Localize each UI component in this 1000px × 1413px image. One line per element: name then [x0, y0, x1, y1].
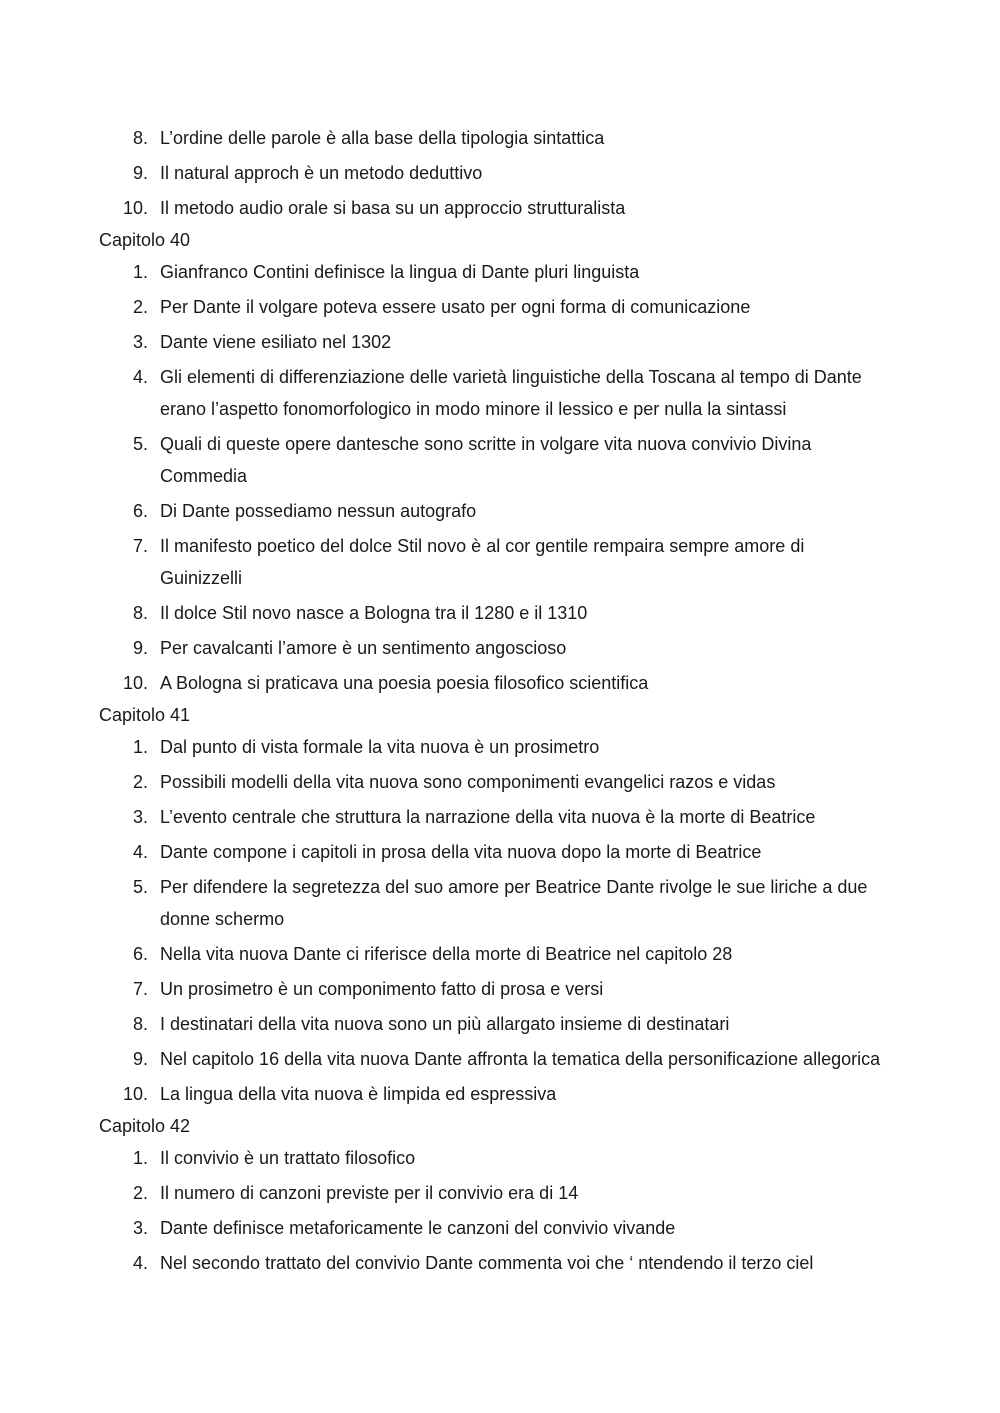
- list-item: [0, 1142, 1000, 1174]
- item-number: 6.: [132, 944, 148, 964]
- item-number: 2.: [132, 297, 148, 317]
- list-item: [0, 256, 1000, 288]
- document-body: [0, 122, 1000, 1279]
- item-text: Gli elementi di differenziazione delle varietà linguistiche della Toscana al tempo di Dante erano l’aspetto fonomorfologico in modo minore il lessico e per nulla la sintassi: [160, 367, 862, 419]
- list-item: [0, 938, 1000, 970]
- item-text: Un prosimetro è un componimento fatto di prosa e versi: [160, 979, 604, 999]
- item-text: Per cavalcanti l’amore è un sentimento angoscioso: [160, 638, 567, 658]
- item-text: Quali di queste opere dantesche sono scritte in volgare vita nuova convivio Divina Commedia: [160, 434, 812, 486]
- list-item: [0, 1212, 1000, 1244]
- list-item: [0, 871, 1000, 935]
- list-item: [0, 192, 1000, 224]
- list-item: [0, 326, 1000, 358]
- question-list: [0, 731, 1000, 1110]
- list-item: [0, 157, 1000, 189]
- item-text: L’evento centrale che struttura la narrazione della vita nuova è la morte di Beatrice: [160, 807, 816, 827]
- list-item: [0, 530, 1000, 594]
- item-number: 10.: [122, 1084, 148, 1104]
- item-text: Nella vita nuova Dante ci riferisce della morte di Beatrice nel capitolo 28: [160, 944, 733, 964]
- list-item: [0, 836, 1000, 868]
- item-number: 7.: [132, 536, 148, 556]
- list-item: [0, 495, 1000, 527]
- item-text: Per Dante il volgare poteva essere usato per ogni forma di comunicazione: [160, 297, 751, 317]
- item-text: Il metodo audio orale si basa su un approccio strutturalista: [160, 198, 626, 218]
- item-number: 5.: [132, 434, 148, 454]
- list-item: [0, 801, 1000, 833]
- list-item: [0, 361, 1000, 425]
- item-text: Gianfranco Contini definisce la lingua di Dante pluri linguista: [160, 262, 640, 282]
- list-item: [0, 973, 1000, 1005]
- item-text: Il convivio è un trattato filosofico: [160, 1148, 416, 1168]
- item-number: 8.: [132, 1014, 148, 1034]
- item-number: 3.: [132, 332, 148, 352]
- item-text: Dal punto di vista formale la vita nuova è un prosimetro: [160, 737, 600, 757]
- item-text: L’ordine delle parole è alla base della tipologia sintattica: [160, 128, 605, 148]
- item-text: Nel capitolo 16 della vita nuova Dante affronta la tematica della personificazione allegorica: [160, 1049, 881, 1069]
- chapter-heading: Capitolo 41: [99, 705, 191, 725]
- chapter-heading: Capitolo 40: [99, 230, 191, 250]
- list-item: [0, 667, 1000, 699]
- list-item: [0, 1043, 1000, 1075]
- item-text: Il manifesto poetico del dolce Stil novo è al cor gentile rempaira sempre amore di Guinizzelli: [160, 536, 805, 588]
- item-text: La lingua della vita nuova è limpida ed espressiva: [160, 1084, 557, 1104]
- item-number: 10.: [122, 673, 148, 693]
- item-text: I destinatari della vita nuova sono un più allargato insieme di destinatari: [160, 1014, 730, 1034]
- item-number: 9.: [132, 163, 148, 183]
- item-number: 3.: [132, 1218, 148, 1238]
- list-item: [0, 291, 1000, 323]
- item-text: Dante definisce metaforicamente le canzoni del convivio vivande: [160, 1218, 676, 1238]
- item-text: Il natural approch è un metodo deduttivo: [160, 163, 483, 183]
- list-item: [0, 428, 1000, 492]
- item-text: Dante viene esiliato nel 1302: [160, 332, 392, 352]
- item-text: Nel secondo trattato del convivio Dante commenta voi che ‘ ntendendo il terzo ciel: [160, 1253, 814, 1273]
- item-number: 5.: [132, 877, 148, 897]
- item-text: A Bologna si praticava una poesia poesia filosofico scientifica: [160, 673, 649, 693]
- list-item: [0, 1078, 1000, 1110]
- list-item: [0, 766, 1000, 798]
- question-list: [0, 256, 1000, 699]
- item-number: 4.: [132, 1253, 148, 1273]
- item-text: Il numero di canzoni previste per il convivio era di 14: [160, 1183, 579, 1203]
- chapter-heading: Capitolo 42: [99, 1116, 191, 1136]
- item-text: Il dolce Stil novo nasce a Bologna tra il 1280 e il 1310: [160, 603, 588, 623]
- item-number: 1.: [132, 262, 148, 282]
- list-item: [0, 632, 1000, 664]
- list-item: [0, 597, 1000, 629]
- item-number: 8.: [132, 603, 148, 623]
- item-number: 1.: [132, 1148, 148, 1168]
- item-text: Di Dante possediamo nessun autografo: [160, 501, 477, 521]
- item-number: 3.: [132, 807, 148, 827]
- item-number: 10.: [122, 198, 148, 218]
- item-text: Possibili modelli della vita nuova sono componimenti evangelici razos e vidas: [160, 772, 776, 792]
- list-item: [0, 1008, 1000, 1040]
- list-item: [0, 1177, 1000, 1209]
- question-list: [0, 1142, 1000, 1279]
- item-text: Per difendere la segretezza del suo amore per Beatrice Dante rivolge le sue liriche a due donne schermo: [160, 877, 868, 929]
- item-number: 8.: [132, 128, 148, 148]
- item-number: 2.: [132, 1183, 148, 1203]
- item-number: 6.: [132, 501, 148, 521]
- item-number: 1.: [132, 737, 148, 757]
- item-number: 4.: [132, 842, 148, 862]
- item-number: 9.: [132, 1049, 148, 1069]
- item-number: 2.: [132, 772, 148, 792]
- item-number: 9.: [132, 638, 148, 658]
- list-item: [0, 122, 1000, 154]
- item-number: 7.: [132, 979, 148, 999]
- item-text: Dante compone i capitoli in prosa della vita nuova dopo la morte di Beatrice: [160, 842, 762, 862]
- item-number: 4.: [132, 367, 148, 387]
- question-list: [0, 122, 1000, 224]
- list-item: [0, 1247, 1000, 1279]
- list-item: [0, 731, 1000, 763]
